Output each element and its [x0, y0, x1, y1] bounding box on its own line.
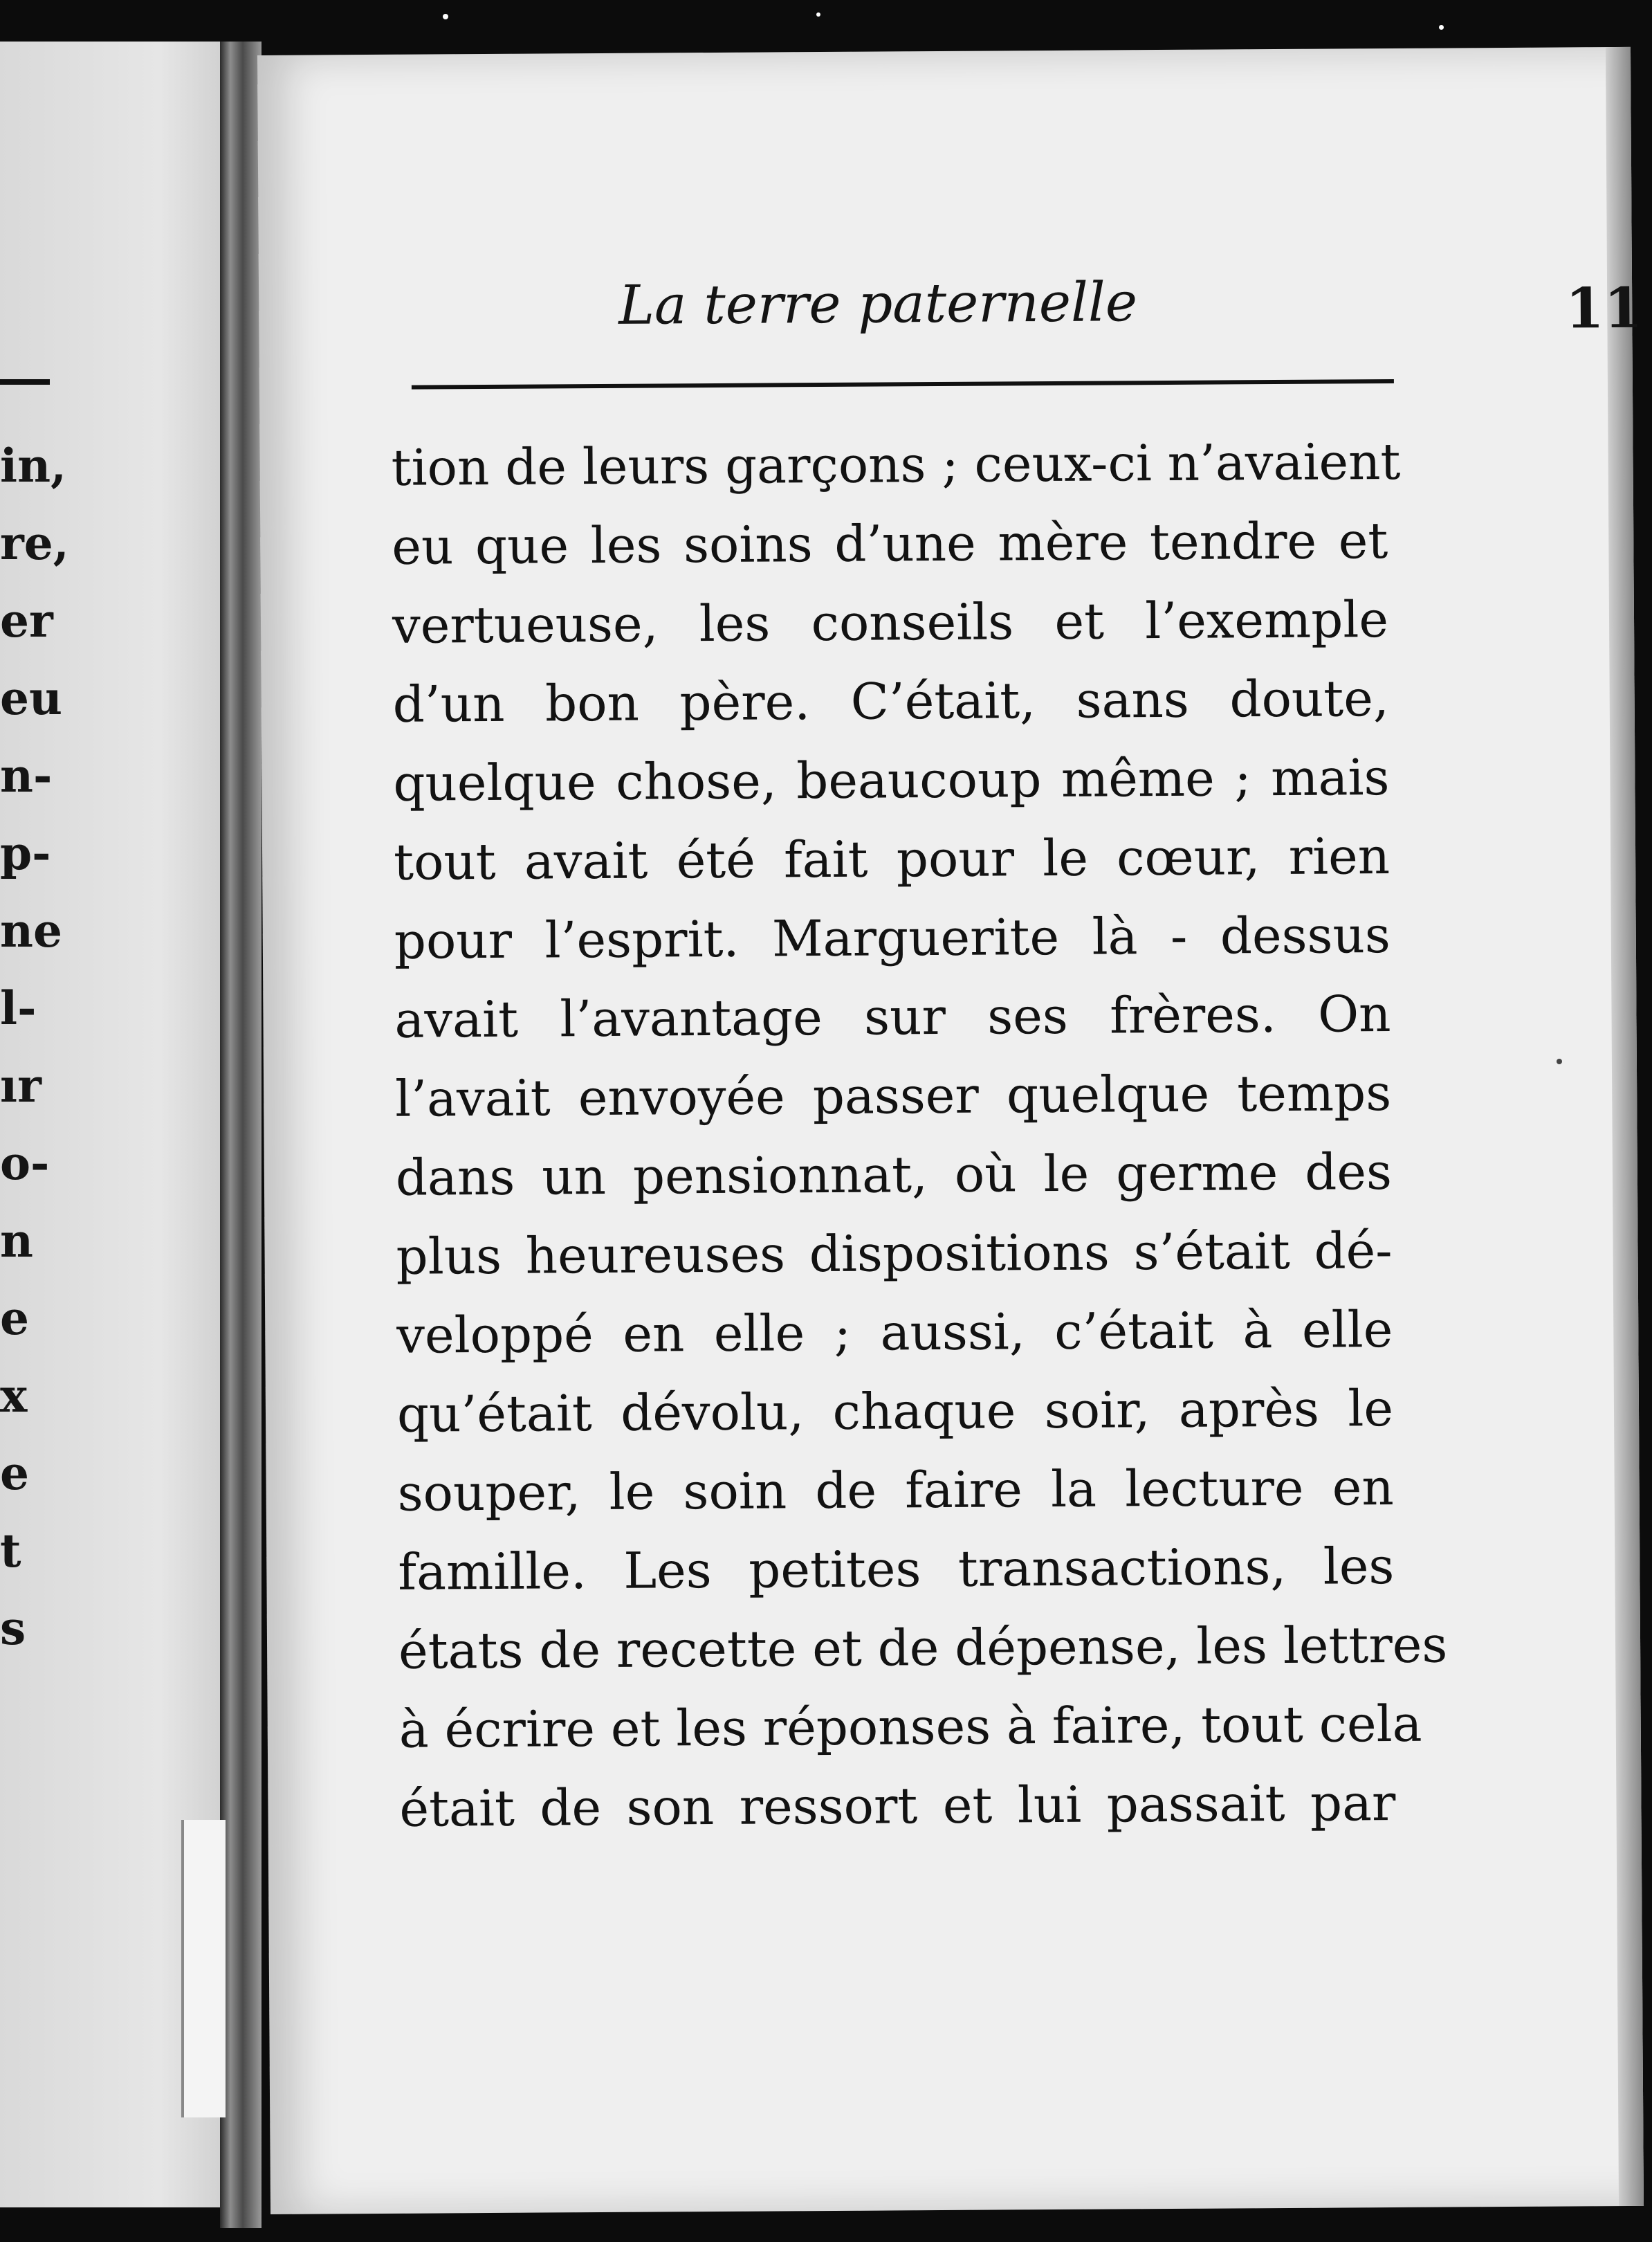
running-title: La terre paternelle [618, 271, 1138, 337]
left-page-fragment: re, [0, 516, 69, 570]
text-line: d’un bon père. C’était, sans doute, [392, 669, 1389, 733]
text-line: eu que les soins d’une mère tendre et [392, 511, 1388, 576]
left-page-fragment: eu [0, 671, 62, 725]
text-line: pour l’esprit. Marguerite là - dessus [394, 906, 1391, 970]
left-page-fragment: e [0, 1291, 29, 1345]
text-line: l’avait envoyée passer quelque temps [394, 1064, 1392, 1128]
text-line: veloppé en elle ; aussi, c’était à elle [396, 1300, 1393, 1365]
paper-strip [181, 1820, 226, 2117]
right-page [257, 47, 1644, 2214]
left-page-fragment: l- [0, 981, 37, 1035]
text-line: états de recette et de dépense, les lettres [398, 1615, 1448, 1680]
left-page-fragment: x [0, 1369, 28, 1423]
text-line: famille. Les petites transactions, les [398, 1537, 1395, 1601]
left-page-fragment: t [0, 1524, 21, 1578]
page-number: 11 [1565, 275, 1643, 341]
left-page-fragment: ne [0, 904, 62, 958]
left-page-fragment: e [0, 1446, 29, 1500]
body-text [391, 422, 1448, 1848]
left-page-fragment: n- [0, 749, 53, 803]
left-page-fragment: s [0, 1601, 26, 1655]
left-page-fragment: p- [0, 826, 51, 880]
left-page-fragment: ır [0, 1059, 42, 1113]
text-line: qu’était dévolu, chaque soir, après le [396, 1379, 1394, 1443]
text-line: à écrire et les réponses à faire, tout cela [398, 1694, 1422, 1759]
left-page-fragment: o- [0, 1136, 50, 1190]
text-line: tion de leurs garçons ; ceux-ci n’avaient [391, 432, 1401, 497]
running-head [618, 268, 1652, 341]
header-rule [412, 379, 1394, 390]
text-line: dans un pensionnat, où le germe des [395, 1142, 1393, 1207]
text-line: quelque chose, beaucoup même ; mais [393, 748, 1390, 812]
scan-speck [816, 12, 820, 17]
text-line: vertueuse, les conseils et l’exemple [392, 590, 1389, 655]
text-line: plus heureuses dispositions s’était dé- [396, 1221, 1393, 1286]
left-page-rule [0, 379, 50, 385]
scan-speck [1557, 1059, 1562, 1064]
text-line: tout avait été fait pour le cœur, rien [393, 827, 1391, 891]
scan-speck [443, 14, 448, 19]
left-page-fragment: n [0, 1214, 33, 1268]
scan-speck [1439, 25, 1444, 30]
text-line: était de son ressort et lui passait par [399, 1773, 1396, 1838]
book-gutter [220, 42, 261, 2228]
text-line: souper, le soin de faire la lecture en [397, 1458, 1394, 1522]
left-page-fragment: in, [0, 439, 67, 493]
page-edge-shadow [1606, 47, 1644, 2206]
text-line: avait l’avantage sur ses frères. On [394, 985, 1391, 1049]
left-page-fragment: er [0, 594, 53, 648]
